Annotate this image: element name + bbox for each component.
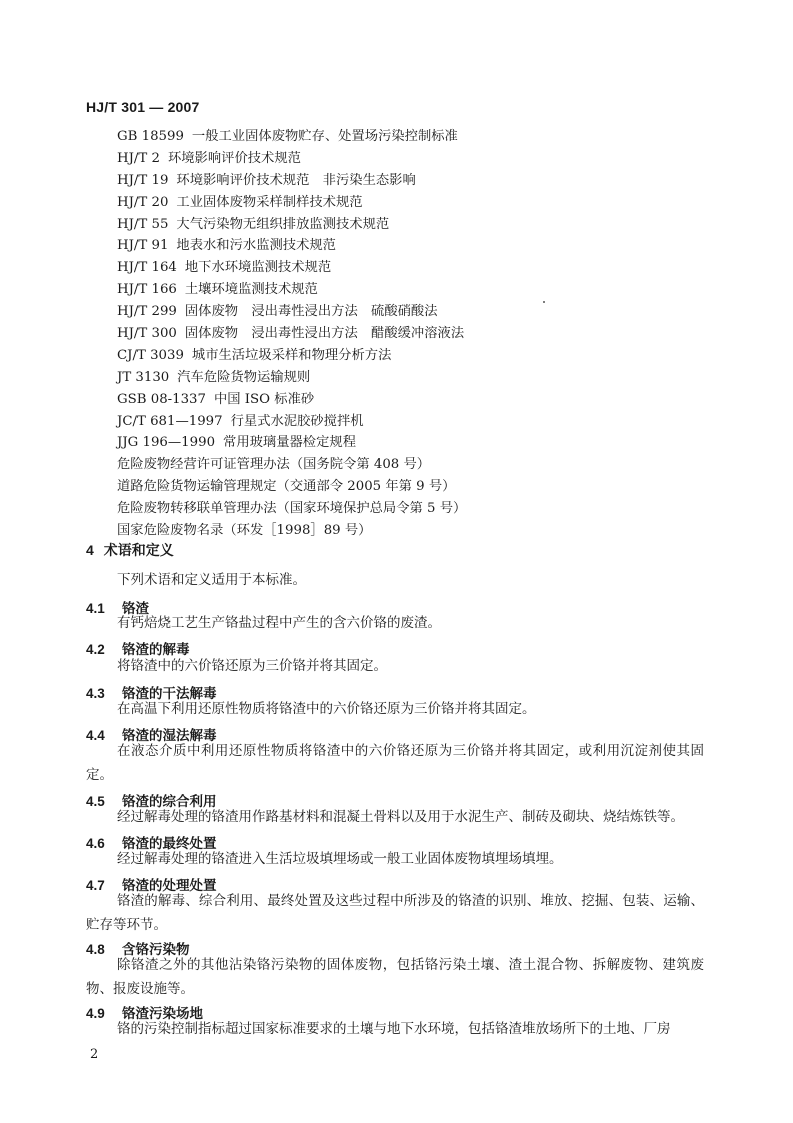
reference-code: HJ/T 2 bbox=[117, 150, 160, 166]
reference-code: JC/T 681—1997 bbox=[117, 413, 223, 429]
reference-item bbox=[117, 389, 466, 411]
page-number: 2 bbox=[90, 1047, 99, 1062]
reference-title: 行星式水泥胶砂搅拌机 bbox=[230, 413, 364, 429]
term-number: 4.6 bbox=[86, 836, 105, 851]
term-definition: 将铬渣中的六价铬还原为三价铬并将其固定。 bbox=[117, 658, 387, 674]
reference-title: 危险废物经营许可证管理办法（国务院令第 408 号） bbox=[117, 457, 431, 473]
term-number: 4.3 bbox=[86, 686, 105, 701]
reference-title: 土壤环境监测技术规范 bbox=[184, 282, 318, 298]
reference-code: JJG 196—1990 bbox=[117, 435, 216, 451]
reference-item bbox=[117, 148, 466, 170]
reference-item bbox=[117, 520, 466, 542]
reference-code: CJ/T 3039 bbox=[117, 347, 184, 363]
reference-title: 危险废物转移联单管理办法（国家环境保护总局令第 5 号） bbox=[117, 501, 467, 517]
reference-item bbox=[117, 279, 466, 301]
reference-title: 环境影响评价技术规范 非污染生态影响 bbox=[176, 172, 416, 188]
reference-code: HJ/T 20 bbox=[117, 194, 169, 210]
term-name: 铬渣污染场地 bbox=[122, 1006, 203, 1022]
term-number: 4.2 bbox=[86, 642, 105, 657]
reference-title: 环境影响评价技术规范 bbox=[167, 150, 301, 166]
reference-code: HJ/T 166 bbox=[117, 282, 177, 298]
term-name: 铬渣的解毒 bbox=[122, 642, 190, 658]
term-definition: 在高温下利用还原性物质将铬渣中的六价铬还原为三价铬并将其固定。 bbox=[117, 701, 536, 717]
term-number: 4.7 bbox=[86, 878, 105, 893]
reference-code: HJ/T 164 bbox=[117, 260, 177, 276]
section-title: 术语和定义 bbox=[103, 543, 174, 559]
term-number: 4.1 bbox=[86, 601, 105, 616]
reference-item bbox=[117, 432, 466, 454]
reference-item bbox=[117, 476, 466, 498]
term-number: 4.4 bbox=[86, 728, 105, 743]
reference-item bbox=[117, 235, 466, 257]
term-definition: 铬渣的解毒、综合利用、最终处置及这些过程中所涉及的铬渣的识别、堆放、挖掘、包装、运输、贮存等环节。 bbox=[86, 893, 704, 933]
reference-title: 地表水和污水监测技术规范 bbox=[176, 238, 336, 254]
document-code-header: HJ/T 301 — 2007 bbox=[86, 99, 200, 115]
term-name: 铬渣的干法解毒 bbox=[122, 686, 217, 702]
reference-title: 一般工业固体废物贮存、处置场污染控制标准 bbox=[191, 129, 458, 144]
reference-code: HJ/T 91 bbox=[117, 238, 169, 254]
reference-item bbox=[117, 498, 466, 520]
reference-code: GB 18599 bbox=[117, 129, 184, 144]
reference-code: HJ/T 300 bbox=[117, 326, 177, 342]
reference-title: 固体废物 浸出毒性浸出方法 醋酸缓冲溶液法 bbox=[184, 326, 465, 342]
reference-code: HJ/T 19 bbox=[117, 172, 169, 188]
reference-code: GSB 08-1337 bbox=[117, 391, 206, 407]
term-definition: 经过解毒处理的铬渣用作路基材料和混凝土骨料以及用于水泥生产、制砖及砌块、烧结炼铁等。 bbox=[117, 809, 684, 825]
reference-title: 常用玻璃量器检定规程 bbox=[223, 435, 356, 451]
section-heading bbox=[86, 540, 174, 560]
term-name: 铬渣的湿法解毒 bbox=[122, 728, 217, 744]
reference-title: 国家危险废物名录（环发［1998］89 号） bbox=[117, 523, 372, 539]
reference-item bbox=[117, 170, 466, 192]
term-number: 4.8 bbox=[86, 942, 105, 957]
term-name: 铬渣 bbox=[122, 601, 149, 617]
reference-item bbox=[117, 257, 466, 279]
reference-item bbox=[117, 126, 466, 148]
reference-item bbox=[117, 367, 466, 389]
term-definition: 除铬渣之外的其他沾染铬污染物的固体废物，包括铬污染土壤、渣土混合物、拆解废物、建筑废物、报废设施等。 bbox=[86, 957, 704, 997]
term-number: 4.5 bbox=[86, 794, 105, 809]
reference-title: 固体废物 浸出毒性浸出方法 硫酸硝酸法 bbox=[184, 304, 438, 320]
reference-code: JT 3130 bbox=[117, 369, 170, 385]
term-name: 铬渣的综合利用 bbox=[122, 794, 217, 810]
reference-code: HJ/T 299 bbox=[117, 304, 177, 320]
scan-speck bbox=[543, 301, 545, 303]
term-number: 4.9 bbox=[86, 1006, 105, 1021]
reference-title: 地下水环境监测技术规范 bbox=[184, 260, 332, 276]
term-definition: 在液态介质中利用还原性物质将铬渣中的六价铬还原为三价铬并将其固定，或利用沉淀剂使其固定。 bbox=[86, 743, 704, 783]
reference-item bbox=[117, 214, 466, 236]
section-number: 4 bbox=[86, 542, 94, 558]
reference-item bbox=[117, 301, 466, 323]
term-definition: 有钙焙烧工艺生产铬盐过程中产生的含六价铬的废渣。 bbox=[117, 615, 441, 631]
reference-title: 大气污染物无组织排放监测技术规范 bbox=[176, 216, 390, 232]
reference-item bbox=[117, 454, 466, 476]
term-name: 铬渣的处理处置 bbox=[122, 878, 217, 894]
reference-code: HJ/T 55 bbox=[117, 216, 169, 232]
reference-title: 中国 ISO 标准砂 bbox=[213, 391, 315, 407]
reference-item bbox=[117, 411, 466, 433]
reference-title: 汽车危险货物运输规则 bbox=[177, 369, 311, 385]
reference-item bbox=[117, 345, 466, 367]
reference-item bbox=[117, 323, 466, 345]
term-name: 含铬污染物 bbox=[122, 942, 190, 958]
reference-title: 工业固体废物采样制样技术规范 bbox=[176, 194, 363, 210]
reference-title: 道路危险货物运输管理规定（交通部令 2005 年第 9 号） bbox=[117, 479, 456, 495]
term-definition: 经过解毒处理的铬渣进入生活垃圾填埋场或一般工业固体废物填埋场填埋。 bbox=[117, 851, 563, 867]
reference-title: 城市生活垃圾采样和物理分析方法 bbox=[191, 347, 392, 363]
normative-references-list bbox=[117, 126, 466, 542]
term-definition: 铬的污染控制指标超过国家标准要求的土壤与地下水环境，包括铬渣堆放场所下的土地、厂房 bbox=[117, 1021, 671, 1037]
section-intro: 下列术语和定义适用于本标准。 bbox=[117, 572, 306, 588]
term-name: 铬渣的最终处置 bbox=[122, 836, 217, 852]
reference-item bbox=[117, 192, 466, 214]
